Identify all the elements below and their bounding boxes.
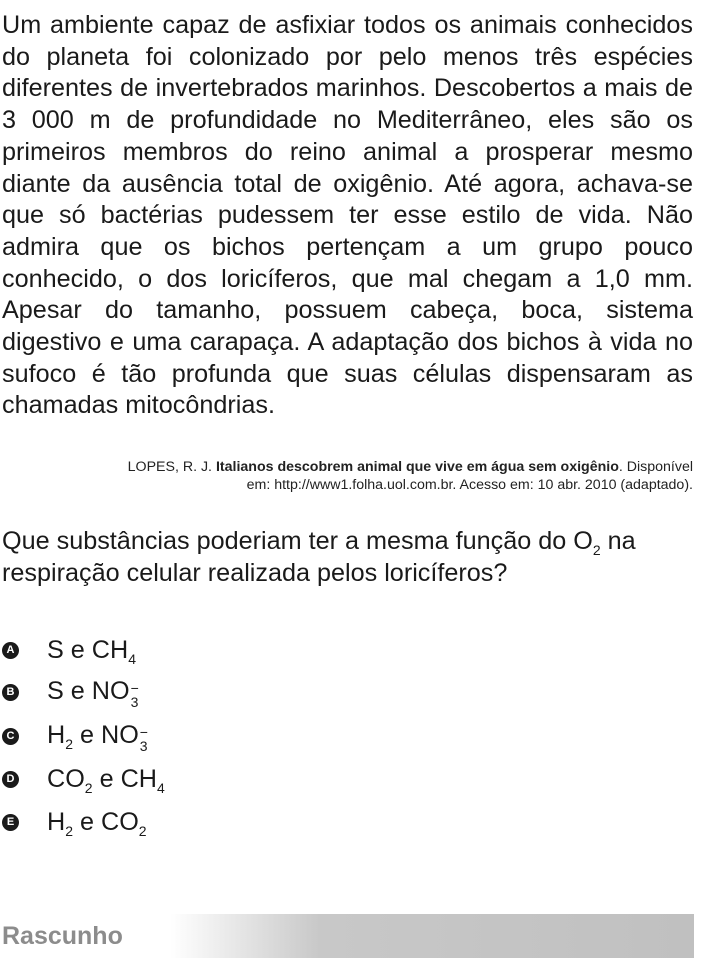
option-sub: 2 <box>138 822 147 839</box>
source-citation <box>2 458 693 494</box>
option-letter-badge: E <box>2 814 19 831</box>
ion-sub: 3 <box>139 737 148 754</box>
option-letter-badge: A <box>2 642 19 659</box>
rascunho-label: Rascunho <box>2 922 123 950</box>
source-line2: em: http://www1.folha.uol.com.br. Acesso em: 10 abr. 2010 (adaptado). <box>246 477 693 493</box>
option-text <box>47 677 139 710</box>
option-text-part: S e CH <box>47 635 129 664</box>
option-sub: 2 <box>65 822 73 839</box>
option-text <box>47 808 147 837</box>
option-text-part: e CO <box>73 807 139 836</box>
question-sub: 2 <box>592 542 601 558</box>
option-text-part: e NO <box>73 721 139 750</box>
passage-text: Um ambiente capaz de asfixiar todos os animais conhecidos do planeta foi colonizado por pelo menos três espécies diferentes de invertebrados marinhos. Descobertos a mais de 3 000 m de profundidade no Mediterrâneo, eles são os primeiros membros do reino animal a prosperar mesmo diante da ausência total de oxigênio. Até agora, achava-se que só bactérias pudessem ter esse estilo de vida. Não admira que os bichos pertençam a um grupo pouco conhecido, o dos loricíferos, que mal chegam a 1,0 mm. Apesar do tamanho, possuem cabeça, boca, sistema digestivo e uma carapaça. A adaptação dos bichos à vida no sufoco é tão profunda que suas células dispensaram as chamadas mitocôndrias. <box>2 11 693 420</box>
source-author: LOPES, R. J. <box>127 459 216 475</box>
option-sub: 2 <box>84 779 93 796</box>
option-letter-badge: B <box>2 684 19 701</box>
option-text <box>47 721 148 754</box>
option-sub: 2 <box>65 736 73 753</box>
ion-charge <box>140 725 148 753</box>
option-text-part: CO <box>47 764 85 793</box>
option-sub: 4 <box>156 779 165 796</box>
option-text-part: S e NO <box>47 677 130 706</box>
source-rest: . Disponível <box>618 459 693 475</box>
option-letter-badge: C <box>2 728 19 745</box>
option-e[interactable] <box>2 802 147 842</box>
question-text <box>2 525 693 589</box>
option-c[interactable] <box>2 716 148 756</box>
source-title: Italianos descobrem animal que vive em água sem oxigênio <box>215 459 619 475</box>
option-text <box>47 765 165 794</box>
question-before: Que substâncias poderiam ter a mesma função do O <box>2 527 593 555</box>
ion-sup: − <box>139 723 148 740</box>
option-text-part: e CH <box>92 764 157 793</box>
ion-sup: − <box>130 679 139 696</box>
ion-charge <box>131 681 139 709</box>
option-b[interactable] <box>2 672 139 712</box>
option-a[interactable] <box>2 630 136 670</box>
option-sub: 4 <box>128 650 136 667</box>
option-text <box>47 636 136 665</box>
option-text-part: H <box>47 807 66 836</box>
option-letter-badge: D <box>2 771 19 788</box>
ion-sub: 3 <box>130 693 139 710</box>
question-after: na respiração celular realizada pelos loricíferos? <box>2 527 636 587</box>
option-d[interactable] <box>2 759 165 799</box>
option-text-part: H <box>47 721 66 750</box>
